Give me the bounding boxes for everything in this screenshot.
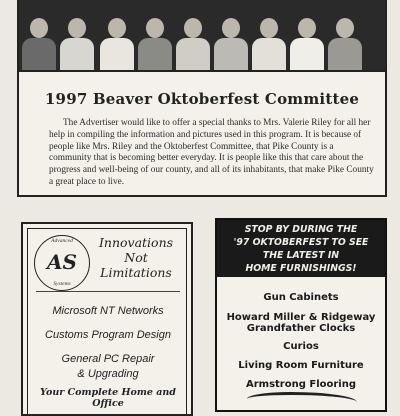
product-item: Living Room Furniture	[238, 360, 364, 371]
product-item: Armstrong Flooring	[245, 379, 357, 390]
banner-line: '97 OKTOBERFEST TO SEE	[233, 237, 369, 248]
committee-photo	[19, 0, 385, 72]
banner-line: HOME FURNISHINGS!	[245, 263, 357, 274]
divider	[36, 291, 180, 292]
service-item: Microsoft NT Networks	[52, 305, 164, 317]
logo-flourish	[247, 392, 357, 409]
banner-line: STOP BY DURING THE	[244, 224, 358, 235]
photo-person	[251, 16, 287, 72]
ad-headline	[86, 235, 186, 280]
service-item: General PC Repair	[61, 353, 155, 365]
committee-section	[17, 0, 387, 197]
product-item: Howard Miller & Ridgeway	[226, 312, 376, 323]
product-item: Curios	[283, 341, 319, 352]
company-logo	[34, 235, 90, 291]
photo-person	[327, 16, 363, 72]
product-item: Gun Cabinets	[263, 292, 339, 303]
ad-tagline: Your Complete Home and Office	[40, 387, 176, 409]
banner-line: THE LATEST IN	[262, 250, 340, 261]
headline-line-3: Limitations	[100, 265, 172, 280]
ad-inner-border	[27, 228, 187, 414]
logo-ring-text-bottom: Systems	[53, 281, 71, 287]
committee-text: The Advertiser would like to offer a special thanks to Mrs. Valerie Riley for all her help in compiling the information and pictures used in this program. It is because of people like Mrs. Riley and the Oktoberfest Committee, that Pike County is a community that is becoming better everyday. It is people like this that care about the progress and well-being of our county, and all of its inhabitants, that make Pike County a great place to live.	[49, 118, 374, 187]
logo-letters: AS	[47, 250, 77, 274]
headline-line-2: Not	[124, 250, 148, 265]
photo-person	[21, 16, 57, 72]
ad-banner	[217, 220, 385, 277]
photo-person	[289, 16, 325, 72]
logo-ring-text-top: Advanced	[51, 238, 73, 244]
product-item: Grandfather Clocks	[246, 323, 356, 334]
headline-line-1: Innovations	[98, 235, 174, 250]
photo-person	[99, 16, 135, 72]
home-furnishings-ad	[215, 218, 387, 412]
photo-person	[213, 16, 249, 72]
photo-person	[59, 16, 95, 72]
committee-title: 1997 Beaver Oktoberfest Committee	[44, 90, 360, 108]
service-item: & Upgrading	[77, 368, 139, 380]
photo-person	[175, 16, 211, 72]
service-item: Customs Program Design	[45, 329, 171, 341]
photo-person	[137, 16, 173, 72]
computer-services-ad	[21, 222, 193, 416]
